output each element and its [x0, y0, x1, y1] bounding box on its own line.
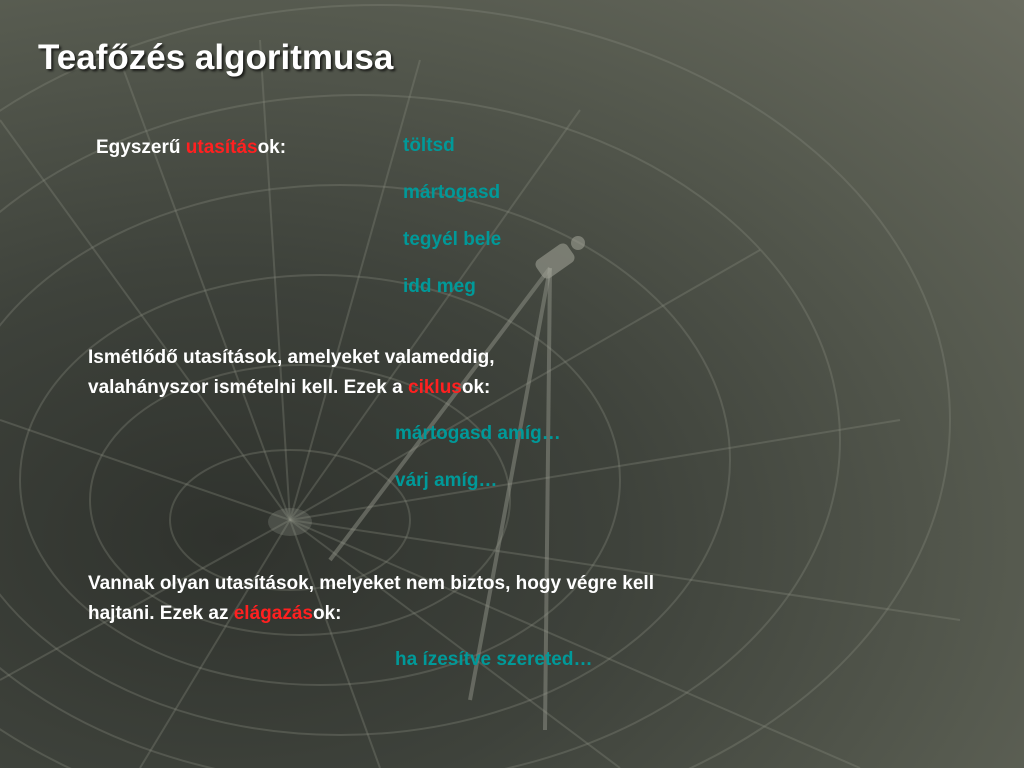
- simple-highlight: utasítás: [185, 137, 258, 158]
- branches-highlight: elágazás: [233, 603, 313, 624]
- branches-description: [88, 569, 654, 629]
- loops-line-2-prefix: valahányszor ismételni kell. Ezek a: [88, 377, 408, 398]
- loops-line-2: [88, 373, 495, 403]
- code-item-toltsd: töltsd: [403, 135, 455, 156]
- code-item-martogasd-amig: mártogasd amíg…: [395, 423, 561, 444]
- code-item-idd-meg: idd meg: [403, 276, 476, 297]
- branches-line-1: Vannak olyan utasítások, melyeket nem biztos, hogy végre kell: [88, 573, 654, 594]
- loops-suffix: ok:: [461, 377, 491, 398]
- loops-line-1: Ismétlődő utasítások, amelyeket valameddig,: [88, 347, 495, 368]
- simple-prefix: Egyszerű: [96, 137, 186, 158]
- branches-line-2: [88, 599, 654, 629]
- simple-suffix: ok:: [257, 137, 287, 158]
- branches-line-2-prefix: hajtani. Ezek az: [88, 603, 234, 624]
- code-item-ha-izesitve: ha ízesítve szereted…: [395, 649, 593, 670]
- loops-highlight: ciklus: [408, 377, 462, 398]
- simple-instructions-label: [96, 133, 286, 163]
- code-item-tegyel-bele: tegyél bele: [403, 229, 502, 250]
- slide-title: Teafőzés algoritmusa: [38, 38, 394, 77]
- code-item-varj-amig: várj amíg…: [395, 470, 498, 491]
- loops-description: [88, 343, 495, 403]
- branches-suffix: ok:: [312, 603, 342, 624]
- code-item-martogasd: mártogasd: [403, 182, 501, 203]
